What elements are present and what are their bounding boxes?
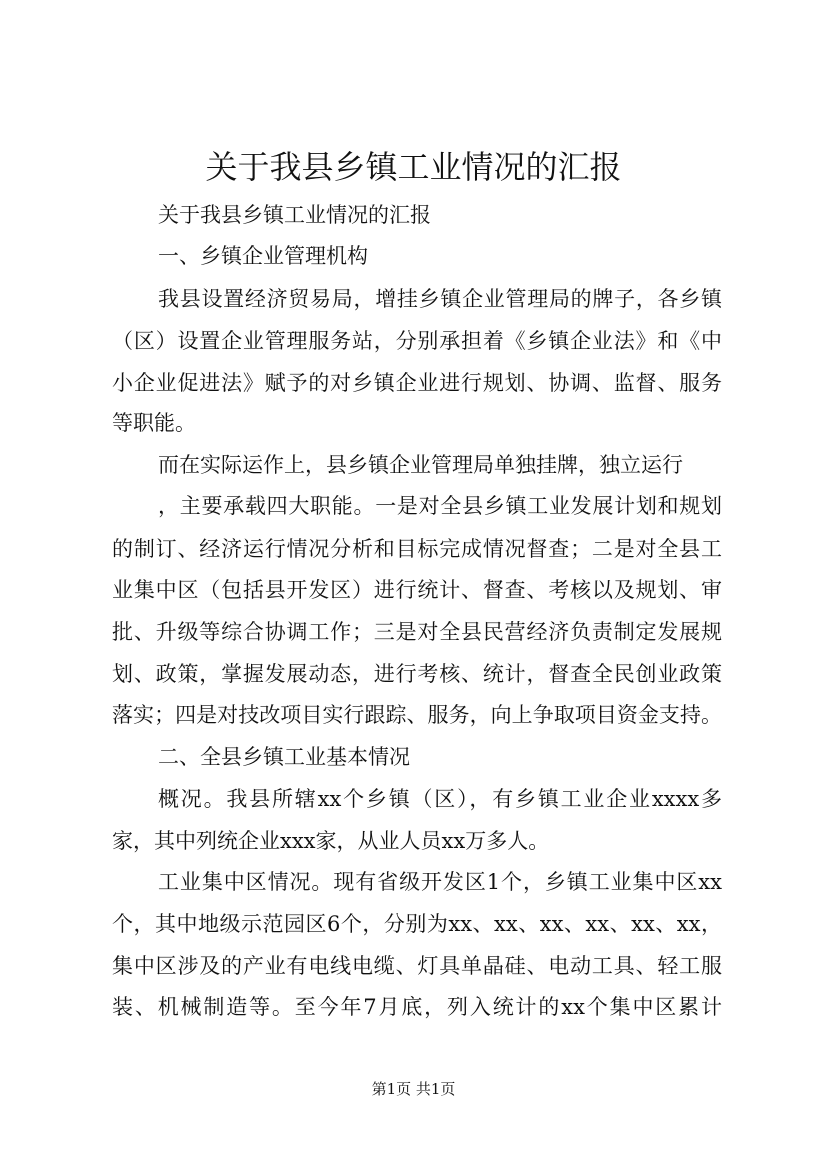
page-footer: 第1页 共1页 — [371, 1080, 456, 1098]
section-heading-2: 二、全县乡镇工业基本情况 — [158, 745, 410, 769]
paragraph-line: 等职能。 — [112, 411, 196, 435]
paragraph-line: 我县设置经济贸易局，增挂乡镇企业管理局的牌子，各乡镇 — [158, 287, 722, 311]
paragraph-line: 业集中区（包括县开发区）进行统计、督查、考核以及规划、审 — [112, 578, 722, 602]
paragraph-line: 集中区涉及的产业有电线电缆、灯具单晶硅、电动工具、轻工服 — [112, 954, 722, 978]
paragraph-line: 批、升级等综合协调工作；三是对全县民营经济负责制定发展规 — [112, 620, 722, 644]
paragraph-line: 个，其中地级示范园区6个，分别为xx、xx、xx、xx、xx、xx， — [112, 912, 722, 936]
paragraph-line: 而在实际运作上，县乡镇企业管理局单独挂牌，独立运行 — [158, 453, 683, 477]
section-heading-1: 一、乡镇企业管理机构 — [158, 244, 368, 268]
paragraph-line: ，主要承载四大职能。一是对全县乡镇工业发展计划和规划 — [158, 494, 722, 518]
document-title: 关于我县乡镇工业情况的汇报 — [205, 148, 622, 186]
paragraph-line: 装、机械制造等。至今年7月底，列入统计的xx个集中区累计 — [112, 995, 722, 1019]
paragraph-line: 落实；四是对技改项目实行跟踪、服务，向上争取项目资金支持。 — [112, 703, 722, 727]
paragraph-line: 概况。我县所辖xx个乡镇（区），有乡镇工业企业xxxx多 — [158, 787, 722, 811]
paragraph-line: 工业集中区情况。现有省级开发区1个，乡镇工业集中区xx — [158, 870, 722, 894]
paragraph-line: （区）设置企业管理服务站，分别承担着《乡镇企业法》和《中 — [112, 329, 722, 353]
paragraph-line: 家，其中列统企业xxx家，从业人员xx万多人。 — [112, 829, 550, 853]
paragraph-line: 的制订、经济运行情况分析和目标完成情况督查；二是对全县工 — [112, 537, 722, 561]
paragraph-line: 划、政策，掌握发展动态，进行考核、统计，督查全民创业政策 — [112, 662, 722, 686]
heading-repeat: 关于我县乡镇工业情况的汇报 — [158, 203, 431, 227]
paragraph-line: 小企业促进法》赋予的对乡镇企业进行规划、协调、监督、服务 — [112, 371, 722, 395]
